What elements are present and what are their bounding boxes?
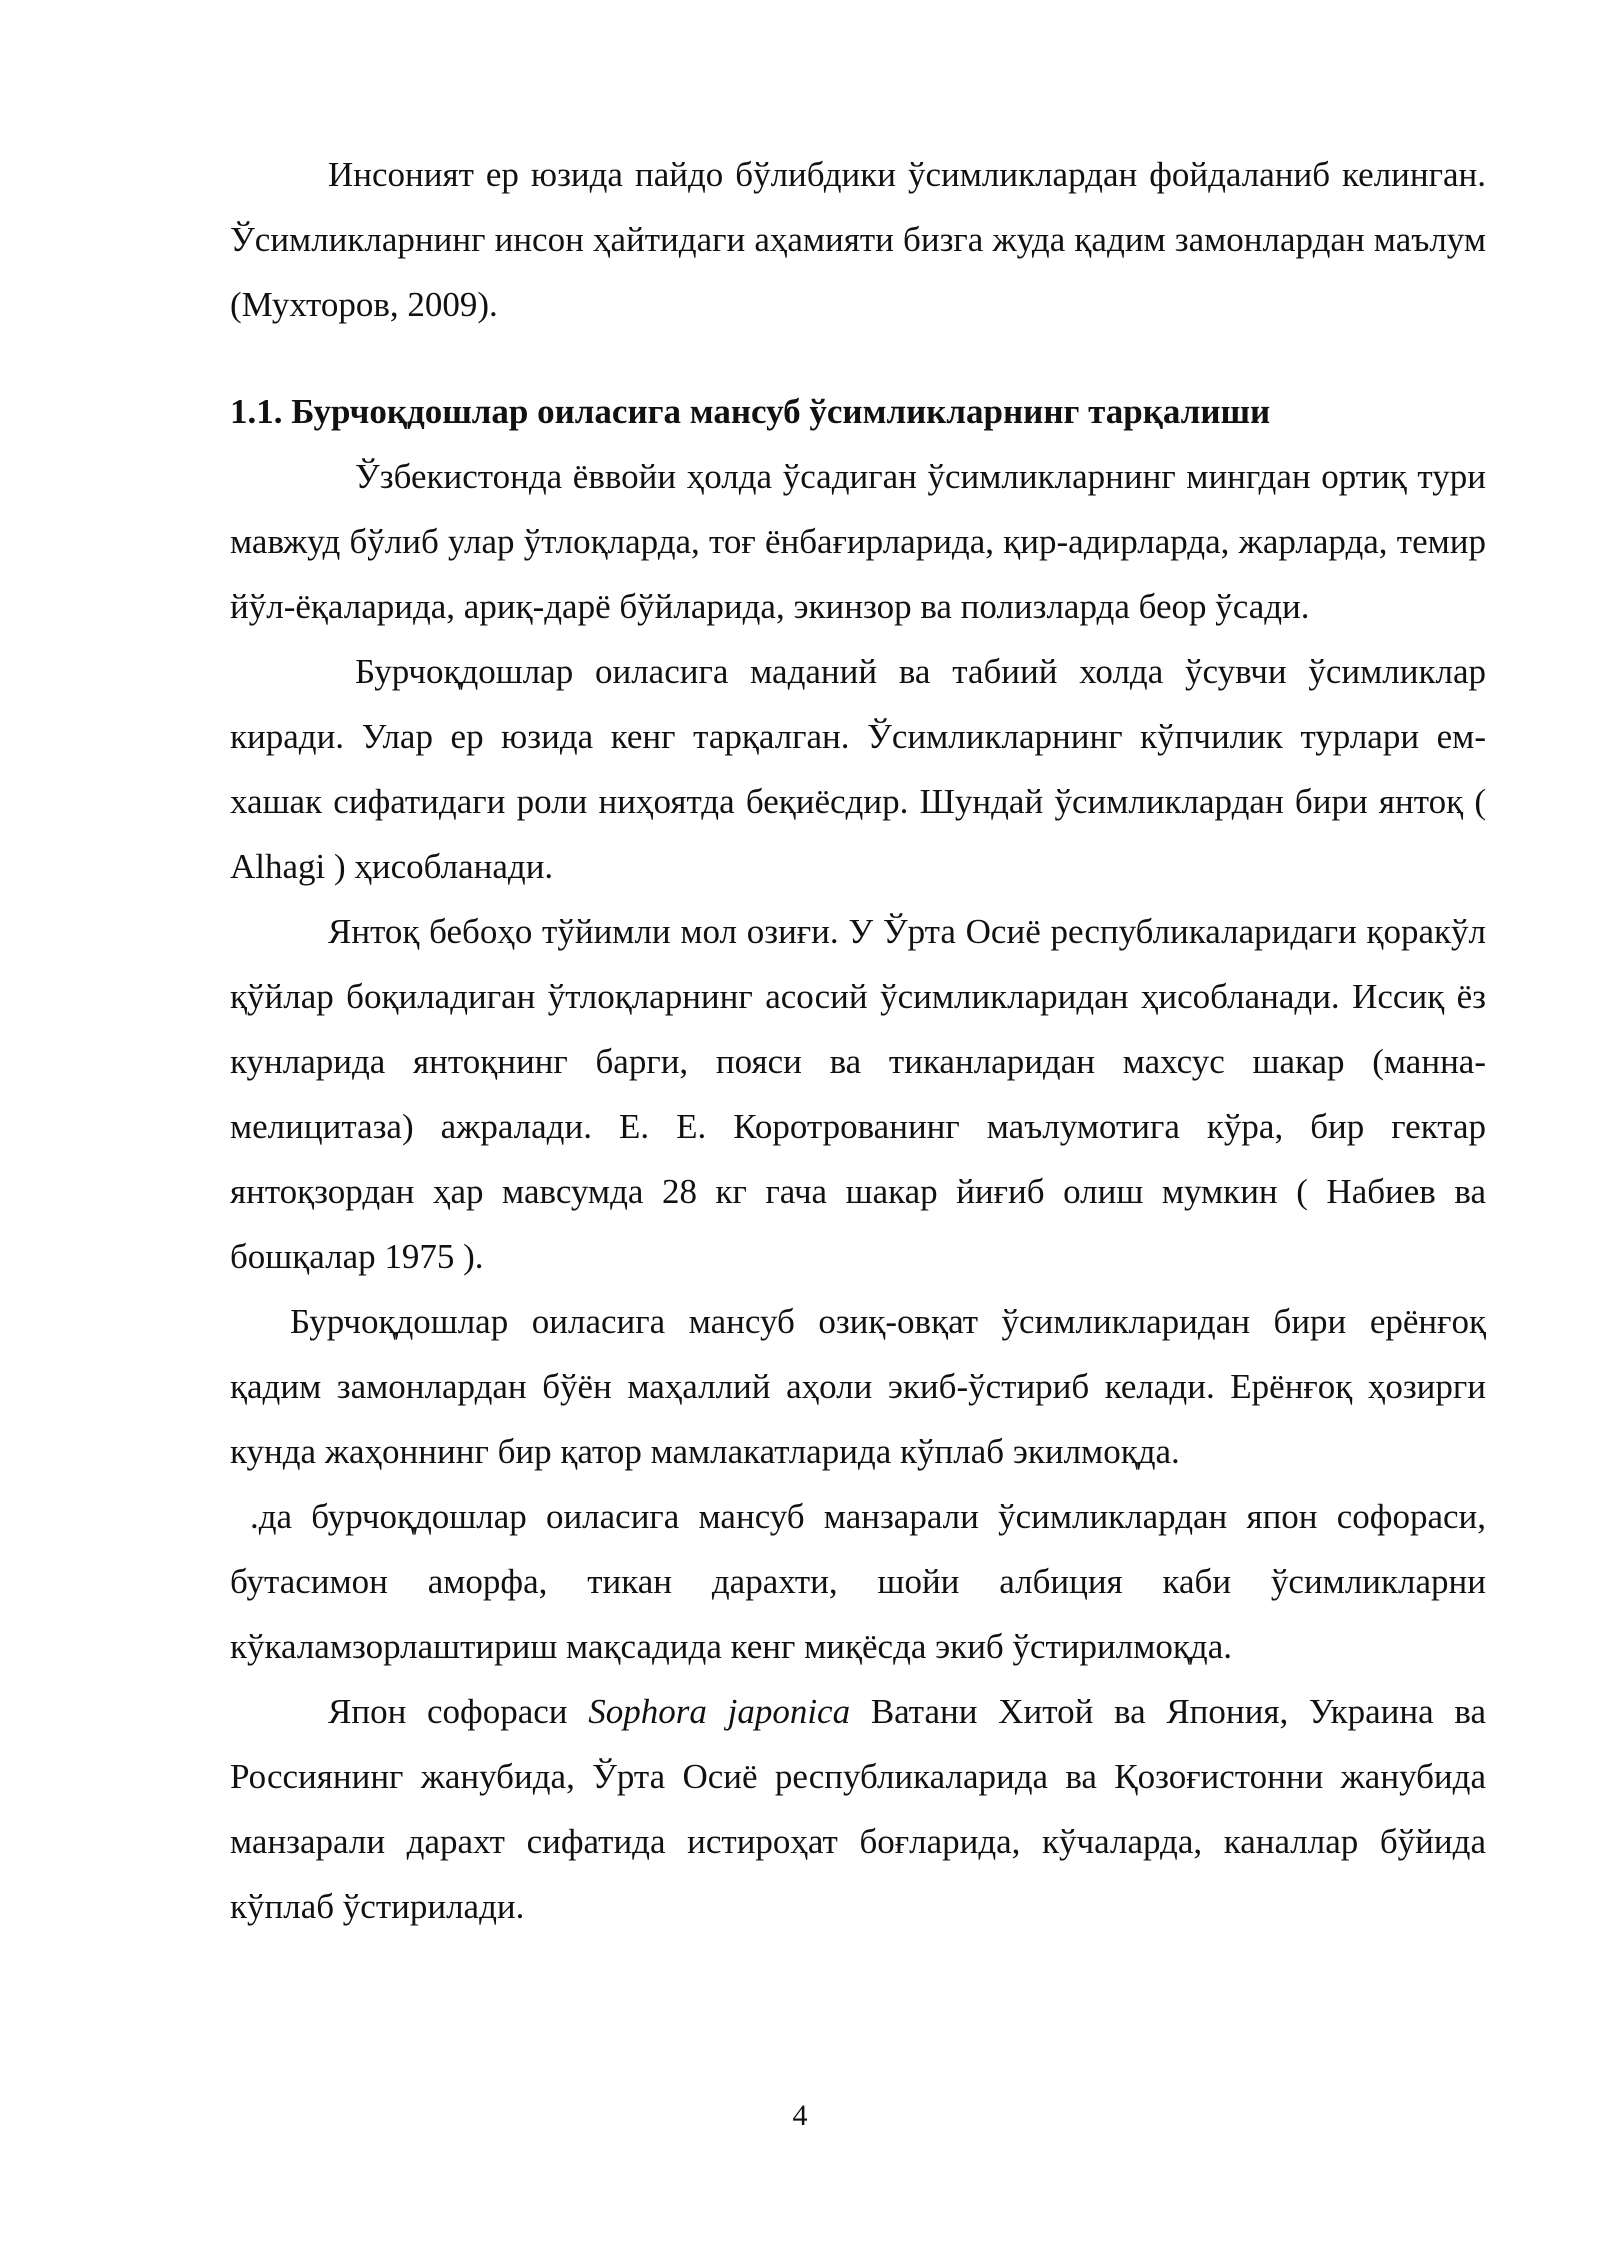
sophora-text-after: Ватани Хитой ва Япония, Украина ва Россиянинг жанубида, Ўрта Осиё республикаларида ва Қозоғистонни жанубида манзарали дарахт сифатида истироҳат боғларида, кўчаларда, каналлар бўйида кўплаб ўстирилади. bbox=[230, 1692, 1486, 1926]
document-page bbox=[230, 142, 1486, 1939]
paragraph-sophora bbox=[230, 1679, 1486, 1939]
paragraph-peanut: Бурчоқдошлар оиласига мансуб озиқ-овқат ўсимликларидан бири ерёнғоқ қадим замонлардан бўён маҳаллий аҳоли экиб-ўстириб келади. Ерёнғоқ ҳозирги кунда жаҳоннинг бир қатор мамлакатларида кўплаб экилмоқда. bbox=[230, 1302, 1486, 1471]
sophora-text-before: Япон софораси bbox=[328, 1692, 589, 1731]
paragraph-ornamental: .да бурчоқдошлар оиласига мансуб манзарали ўсимликлардан япон софораси, бутасимон аморфа, тикан дарахти, шойи албиция каби ўсимликларни кўкаламзорлаштириш мақсадида кенг миқёсда экиб ўстирилмоқда. bbox=[230, 1497, 1486, 1666]
paragraph-alhagi: Янтоқ бебоҳо тўйимли мол озиғи. У Ўрта Осиё республикаларидаги қоракўл қўйлар боқиладиган ўтлоқларнинг асосий ўсимликларидан ҳисобланади. Иссиқ ёз кунларида янтоқнинг барги, пояси ва тиканларидан махсус шакар (манна-мелицитаза) ажралади. Е. Е. Коротрованинг маълумотига кўра, бир гектар янтоқзордан ҳар мавсумда 28 кг гача шакар йиғиб олиш мумкин ( Набиев ва бошқалар 1975 ). bbox=[230, 912, 1486, 1276]
paragraph-intro: Инсоният ер юзида пайдо бўлибдики ўсимликлардан фойдаланиб келинган. Ўсимликларнинг инсон ҳайтидаги аҳамияти бизга жуда қадим замонлардан маълум (Мухторов, 2009). bbox=[230, 155, 1486, 324]
section-heading: 1.1. Бурчоқдошлар оиласига мансуб ўсимликларнинг тарқалиши bbox=[230, 392, 1271, 431]
paragraph-uzbekistan-plants: Ўзбекистонда ёввойи ҳолда ўсадиган ўсимликларнинг мингдан ортиқ тури мавжуд бўлиб улар ўтлоқларда, тоғ ёнбағирларида, қир-адирларда, жарларда, темир йўл-ёқаларида, ариқ-дарё бўйларида, экинзор ва полизларда беор ўсади. bbox=[230, 457, 1486, 626]
page-number: 4 bbox=[792, 2099, 808, 2132]
sophora-latin-name: Sophora japonica bbox=[588, 1692, 851, 1731]
paragraph-legumes-family: Бурчоқдошлар оиласига маданий ва табиий холда ўсувчи ўсимликлар киради. Улар ер юзида кенг тарқалган. Ўсимликларнинг кўпчилик турлари ем-хашак сифатидаги роли ниҳоятда беқиёсдир. Шундай ўсимликлардан бири янтоқ ( Alhagi ) ҳисобланади. bbox=[230, 652, 1486, 886]
